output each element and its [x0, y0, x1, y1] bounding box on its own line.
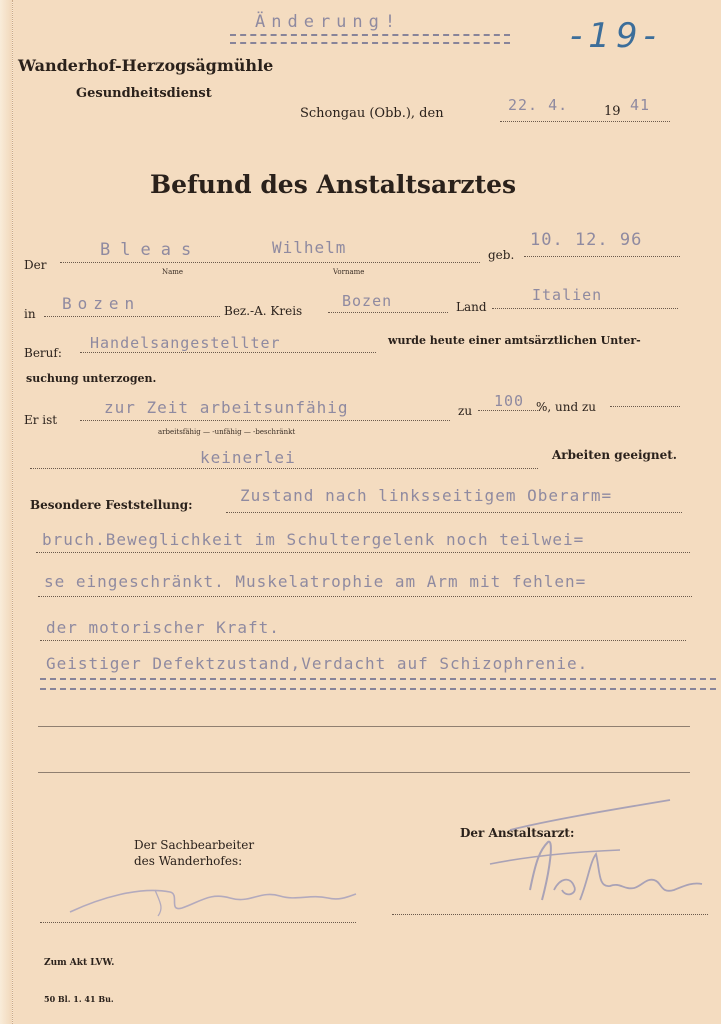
date-line [500, 121, 670, 122]
firstname-value: Wilhelm [272, 238, 347, 257]
in-label: in [24, 307, 36, 321]
doctor-label: Der Anstaltsarzt: [460, 826, 575, 840]
institution-name: Wanderhof-Herzogsägmühle [18, 56, 274, 75]
country-value: Italien [532, 286, 603, 304]
exam-text-line2: suchung unterzogen. [26, 372, 157, 385]
blank-line-1 [38, 726, 690, 727]
birth-date-value: 10. 12. 96 [530, 230, 643, 250]
page-number: -19- [570, 16, 662, 56]
clerk-label-2: des Wanderhofes: [134, 854, 243, 868]
profession-line [80, 352, 376, 353]
findings-text-2: bruch.Beweglichkeit im Schultergelenk noch teilwei= [42, 530, 585, 549]
findings-strike-1 [40, 678, 716, 680]
profession-label: Beruf: [24, 346, 62, 360]
findings-label: Besondere Feststellung: [30, 498, 193, 512]
name-caption: Name [162, 268, 184, 276]
clerk-label-1: Der Sachbearbeiter [134, 838, 255, 852]
er-ist-label: Er ist [24, 413, 58, 427]
firstname-caption: Vorname [333, 268, 365, 276]
department-name: Gesundheitsdienst [76, 86, 212, 101]
percent-suffix: %, und zu [536, 400, 597, 414]
document-title: Befund des Anstaltsarztes [150, 170, 517, 199]
doctor-signature [470, 790, 710, 920]
country-label: Land [456, 300, 487, 314]
status-caption: arbeitsfähig — -unfähig — -beschränkt [158, 428, 296, 436]
findings-text-5: Geistiger Defektzustand,Verdacht auf Schizophrenie. [46, 654, 589, 673]
zu-label: zu [458, 404, 473, 418]
district-label: Bez.-A. Kreis [224, 304, 303, 318]
name-line [60, 262, 480, 263]
profession-value: Handelsangestellter [90, 334, 281, 352]
country-line [492, 308, 678, 309]
percent-line [478, 410, 540, 411]
district-value: Bozen [342, 292, 393, 310]
date-day-month: 22. 4. [508, 96, 569, 114]
amendment-underline [230, 34, 510, 44]
amendment-note: Änderung! [255, 12, 402, 32]
birth-label: geb. [488, 248, 515, 262]
work-type-value: keinerlei [200, 448, 296, 467]
additional-line [610, 406, 680, 407]
blank-line-2 [38, 772, 690, 773]
town-value: Bozen [62, 294, 141, 313]
place-label: Schongau (Obb.), den [300, 106, 444, 121]
print-reference: 50 Bl. 1. 41 Bu. [44, 994, 114, 1004]
findings-text-3: se eingeschränkt. Muskelatrophie am Arm mit fehlen= [44, 572, 587, 591]
findings-text-4: der motorischer Kraft. [46, 618, 280, 637]
district-line [328, 312, 448, 313]
percent-value: 100 [494, 392, 525, 410]
findings-text-1: Zustand nach linksseitigem Oberarm= [240, 486, 613, 505]
town-line [44, 316, 220, 317]
perforated-edge [0, 0, 13, 1024]
der-label: Der [24, 258, 47, 272]
status-line [80, 420, 450, 421]
status-value: zur Zeit arbeitsunfähig [104, 398, 349, 417]
clerk-signature-line [40, 922, 356, 923]
doctor-signature-line [392, 914, 708, 915]
file-reference: Zum Akt LVW. [44, 958, 115, 968]
findings-line-2 [36, 552, 690, 553]
date-year-prefix: 19 [604, 104, 621, 119]
findings-line-3 [38, 596, 692, 597]
work-type-line [30, 468, 538, 469]
birth-line [524, 256, 680, 257]
date-year-suffix: 41 [630, 96, 651, 114]
findings-strike-2 [40, 688, 716, 690]
surname-value: Bleas [100, 240, 202, 260]
findings-line-1 [226, 512, 682, 513]
suited-label: Arbeiten geeignet. [552, 448, 677, 462]
exam-text-line1: wurde heute einer amtsärztlichen Unter- [388, 334, 641, 347]
clerk-signature [60, 868, 360, 928]
findings-line-4 [40, 640, 686, 641]
